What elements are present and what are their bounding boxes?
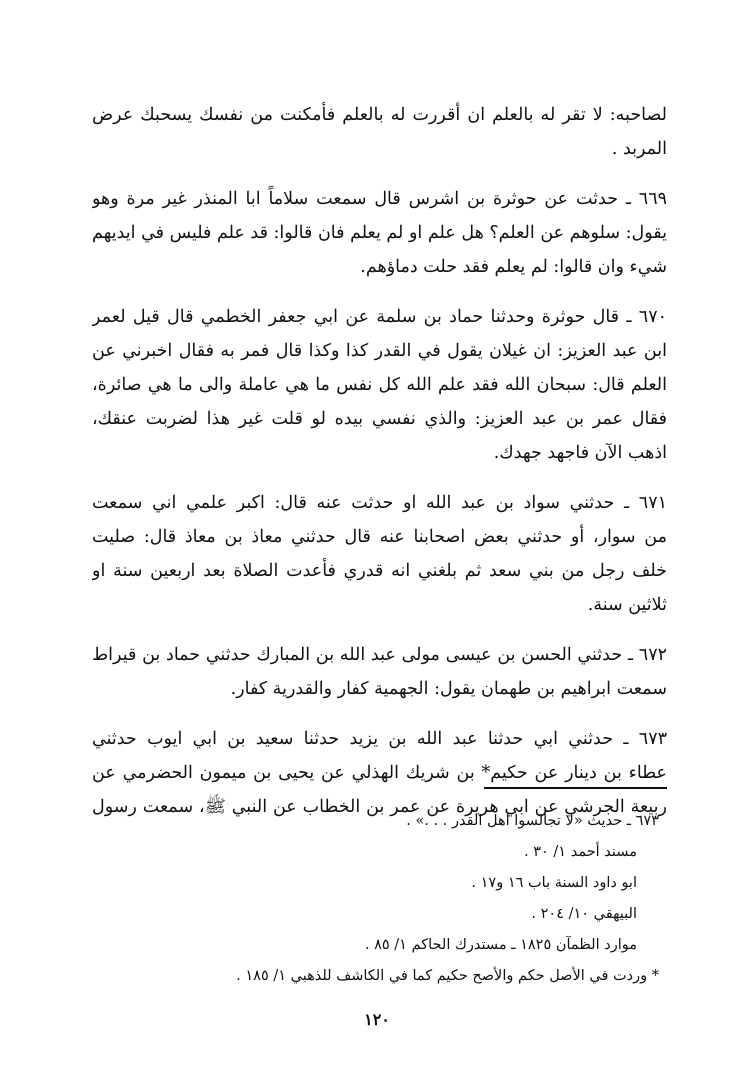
paragraph-672 <box>92 638 667 706</box>
text-line: ٦٧٢ ـ حدثني الحسن بن عيسى مولى عبد الله بن المبارك حدثني حماد بن قيراط <box>92 645 667 665</box>
text-line: شيء وان قالوا: لم يعلم فقد حلت دماؤهم. <box>360 257 667 277</box>
footnote-reference: ابو داود السنة باب ١٦ و١٧ . <box>471 875 637 891</box>
footnotes <box>140 806 659 992</box>
text-line: ابن عبد العزيز: ان غيلان يقول في القدر كذا وكذا قال فمر به فقال اخبرني عن <box>92 341 667 361</box>
text-line: المربد . <box>611 139 667 159</box>
text-line: ٦٧٣ ـ حدثني ابي حدثنا عبد الله بن يزيد حدثنا سعيد بن ابي ايوب حدثني <box>92 729 667 749</box>
text-line: ٦٧١ ـ حدثني سواد بن عبد الله او حدثت عنه قال: اكبر علمي اني سمعت <box>92 493 667 513</box>
paragraph-intro <box>92 98 667 166</box>
footnote-heading: ٦٧٣ ـ حديث «لا تجالسوا اهل القدر . . .» . <box>406 813 659 829</box>
footnote-reference: البيهقي ١٠/ ٢٠٤ . <box>531 906 637 922</box>
text-line: لصاحبه: لا تقر له بالعلم ان أقررت له بالعلم فأمكنت من نفسك يسحبك عرض <box>92 105 667 125</box>
text-line: يقول: سلوهم عن العلم؟ هل علم او لم يعلم فان قالوا: قد علم فليس في ايديهم <box>92 223 667 243</box>
text-line: ربيعة الجرشي عن ابي هريرة عن عمر بن الخطاب عن النبي ﷺ، سمعت رسول <box>92 797 667 817</box>
text-line: خلف رجل من بني سعد ثم بلغني انه قدري فأعدت الصلاة بعد اربعين سنة او <box>92 561 667 581</box>
text-line: ثلاثين سنة. <box>587 595 667 615</box>
text-line: العلم قال: سبحان الله فقد علم الله كل نفس ما هي عاملة والى ما هي صائرة، <box>92 375 667 395</box>
text-line: ٦٦٩ ـ حدثت عن حوثرة بن اشرس قال سمعت سلاماً ابا المنذر غير مرة وهو <box>92 189 667 209</box>
footnote-divider <box>484 787 667 789</box>
paragraph-670 <box>92 300 667 470</box>
paragraph-671 <box>92 486 667 622</box>
text-line: اذهب الآن فاجهد جهدك. <box>493 443 667 463</box>
page-number: ١٢٠ <box>364 1010 390 1029</box>
paragraph-669 <box>92 182 667 284</box>
footnote-reference: موارد الظمآن ١٨٢٥ ـ مستدرك الحاكم ١/ ٨٥ . <box>364 937 637 953</box>
text-line: سمعت ابراهيم بن طهمان يقول: الجهمية كفار والقدرية كفار. <box>230 679 667 699</box>
footnote-star-note: * وردت في الأصل حكم والأصح حكيم كما في الكاشف للذهبي ١/ ١٨٥ . <box>236 968 659 984</box>
text-line: ٦٧٠ ـ قال حوثرة وحدثنا حماد بن سلمة عن ابي جعفر الخطمي قال قيل لعمر <box>92 307 667 327</box>
text-line: عطاء بن دينار عن حكيم* بن شريك الهذلي عن يحيى بن ميمون الحضرمي عن <box>92 763 667 783</box>
text-line: فقال عمر بن عبد العزيز: والذي نفسي بيده لو قلت غير هذا لضربت عنقك، <box>92 409 667 429</box>
main-text <box>92 98 667 824</box>
text-line: من سوار، أو حدثني بعض اصحابنا عنه قال حدثني معاذ بن معاذ قال: صليت <box>92 527 667 547</box>
footnote-reference: مسند أحمد ١/ ٣٠ . <box>524 844 637 860</box>
